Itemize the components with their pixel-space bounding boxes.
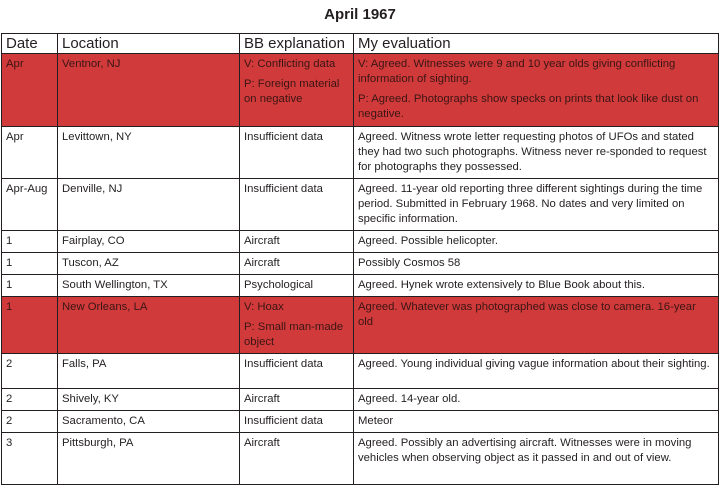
evaluation-text: Meteor xyxy=(358,415,394,427)
sightings-table xyxy=(1,33,719,485)
page-title: April 1967 xyxy=(324,6,396,23)
header-row xyxy=(2,34,719,54)
cell-date: 2 xyxy=(2,354,58,389)
table-row xyxy=(2,54,719,127)
evaluation-text: Agreed. 11-year old reporting three different sightings during the time period. Submitted in February 1968. No dates and very limited on specific information. xyxy=(358,183,703,225)
bb-explanation-text: Insufficient data xyxy=(244,415,323,427)
cell-location: Ventnor, NJ xyxy=(58,54,240,127)
evaluation-text: Agreed. Witness wrote letter requesting photos of UFOs and stated they had two such photographs. Witness never re-sponded to request for photographs they possessed. xyxy=(358,131,707,173)
evaluation-text: V: Agreed. Witnesses were 9 and 10 year olds giving conflicting information of sighting. xyxy=(358,58,676,85)
cell-date: 1 xyxy=(2,231,58,253)
cell-my-evaluation xyxy=(354,297,719,354)
evaluation-text: Agreed. Hynek wrote extensively to Blue Book about this. xyxy=(358,279,645,291)
cell-bb-explanation xyxy=(240,253,354,275)
cell-bb-explanation xyxy=(240,389,354,411)
bb-explanation-text: V: Hoax xyxy=(244,301,284,313)
cell-date: 1 xyxy=(2,297,58,354)
bb-explanation-text: Aircraft xyxy=(244,437,280,449)
cell-my-evaluation xyxy=(354,54,719,127)
cell-location: Denville, NJ xyxy=(58,179,240,231)
table-row xyxy=(2,179,719,231)
cell-location: Levittown, NY xyxy=(58,127,240,179)
table-body xyxy=(2,54,719,485)
cell-date: 2 xyxy=(2,411,58,433)
cell-bb-explanation xyxy=(240,54,354,127)
cell-date: 1 xyxy=(2,275,58,297)
bb-explanation-text: Insufficient data xyxy=(244,183,323,195)
cell-location: Shively, KY xyxy=(58,389,240,411)
cell-my-evaluation xyxy=(354,179,719,231)
cell-my-evaluation xyxy=(354,275,719,297)
cell-bb-explanation xyxy=(240,354,354,389)
cell-date: 1 xyxy=(2,253,58,275)
table-row xyxy=(2,389,719,411)
cell-bb-explanation xyxy=(240,231,354,253)
evaluation-text: Agreed. Whatever was photographed was close to camera. 16-year old xyxy=(358,301,696,328)
table-row xyxy=(2,354,719,389)
bb-explanation-text: P: Small man-made object xyxy=(244,321,344,348)
table-row xyxy=(2,275,719,297)
cell-bb-explanation xyxy=(240,275,354,297)
table-row xyxy=(2,411,719,433)
cell-my-evaluation xyxy=(354,433,719,485)
cell-date: 3 xyxy=(2,433,58,485)
evaluation-text: Agreed. Young individual giving vague information about their sighting. xyxy=(358,358,710,370)
bb-explanation-text: Aircraft xyxy=(244,257,280,269)
header-bb-explanation: BB explanation xyxy=(240,34,354,54)
evaluation-text: Agreed. Possibly an advertising aircraft. Witnesses were in moving vehicles when observing object as it passed in and out of view. xyxy=(358,437,692,464)
table-row xyxy=(2,231,719,253)
table-row xyxy=(2,297,719,354)
cell-my-evaluation xyxy=(354,411,719,433)
cell-location: South Wellington, TX xyxy=(58,275,240,297)
cell-bb-explanation xyxy=(240,433,354,485)
cell-location: Fairplay, CO xyxy=(58,231,240,253)
header-location: Location xyxy=(58,34,240,54)
evaluation-text: P: Agreed. Photographs show specks on prints that look like dust on negative. xyxy=(358,93,699,120)
table-row xyxy=(2,253,719,275)
cell-location: Sacramento, CA xyxy=(58,411,240,433)
cell-my-evaluation xyxy=(354,253,719,275)
bb-explanation-text: Aircraft xyxy=(244,235,280,247)
cell-my-evaluation xyxy=(354,127,719,179)
evaluation-text: Agreed. Possible helicopter. xyxy=(358,235,499,247)
cell-date: Apr xyxy=(2,127,58,179)
cell-bb-explanation xyxy=(240,127,354,179)
cell-my-evaluation xyxy=(354,389,719,411)
cell-date: 2 xyxy=(2,389,58,411)
cell-location: New Orleans, LA xyxy=(58,297,240,354)
bb-explanation-text: Aircraft xyxy=(244,393,280,405)
cell-bb-explanation xyxy=(240,411,354,433)
cell-location: Pittsburgh, PA xyxy=(58,433,240,485)
table-row xyxy=(2,433,719,485)
evaluation-text: Possibly Cosmos 58 xyxy=(358,257,461,269)
bb-explanation-text: Insufficient data xyxy=(244,131,323,143)
cell-location: Falls, PA xyxy=(58,354,240,389)
cell-date: Apr xyxy=(2,54,58,127)
cell-my-evaluation xyxy=(354,354,719,389)
cell-bb-explanation xyxy=(240,297,354,354)
cell-bb-explanation xyxy=(240,179,354,231)
evaluation-text: Agreed. 14-year old. xyxy=(358,393,461,405)
cell-date: Apr-Aug xyxy=(2,179,58,231)
header-date: Date xyxy=(2,34,58,54)
cell-location: Tuscon, AZ xyxy=(58,253,240,275)
cell-my-evaluation xyxy=(354,231,719,253)
bb-explanation-text: Insufficient data xyxy=(244,358,323,370)
table-row xyxy=(2,127,719,179)
bb-explanation-text: P: Foreign material on negative xyxy=(244,78,340,105)
bb-explanation-text: Psychological xyxy=(244,279,314,291)
header-my-evaluation: My evaluation xyxy=(354,34,719,54)
bb-explanation-text: V: Conflicting data xyxy=(244,58,336,70)
